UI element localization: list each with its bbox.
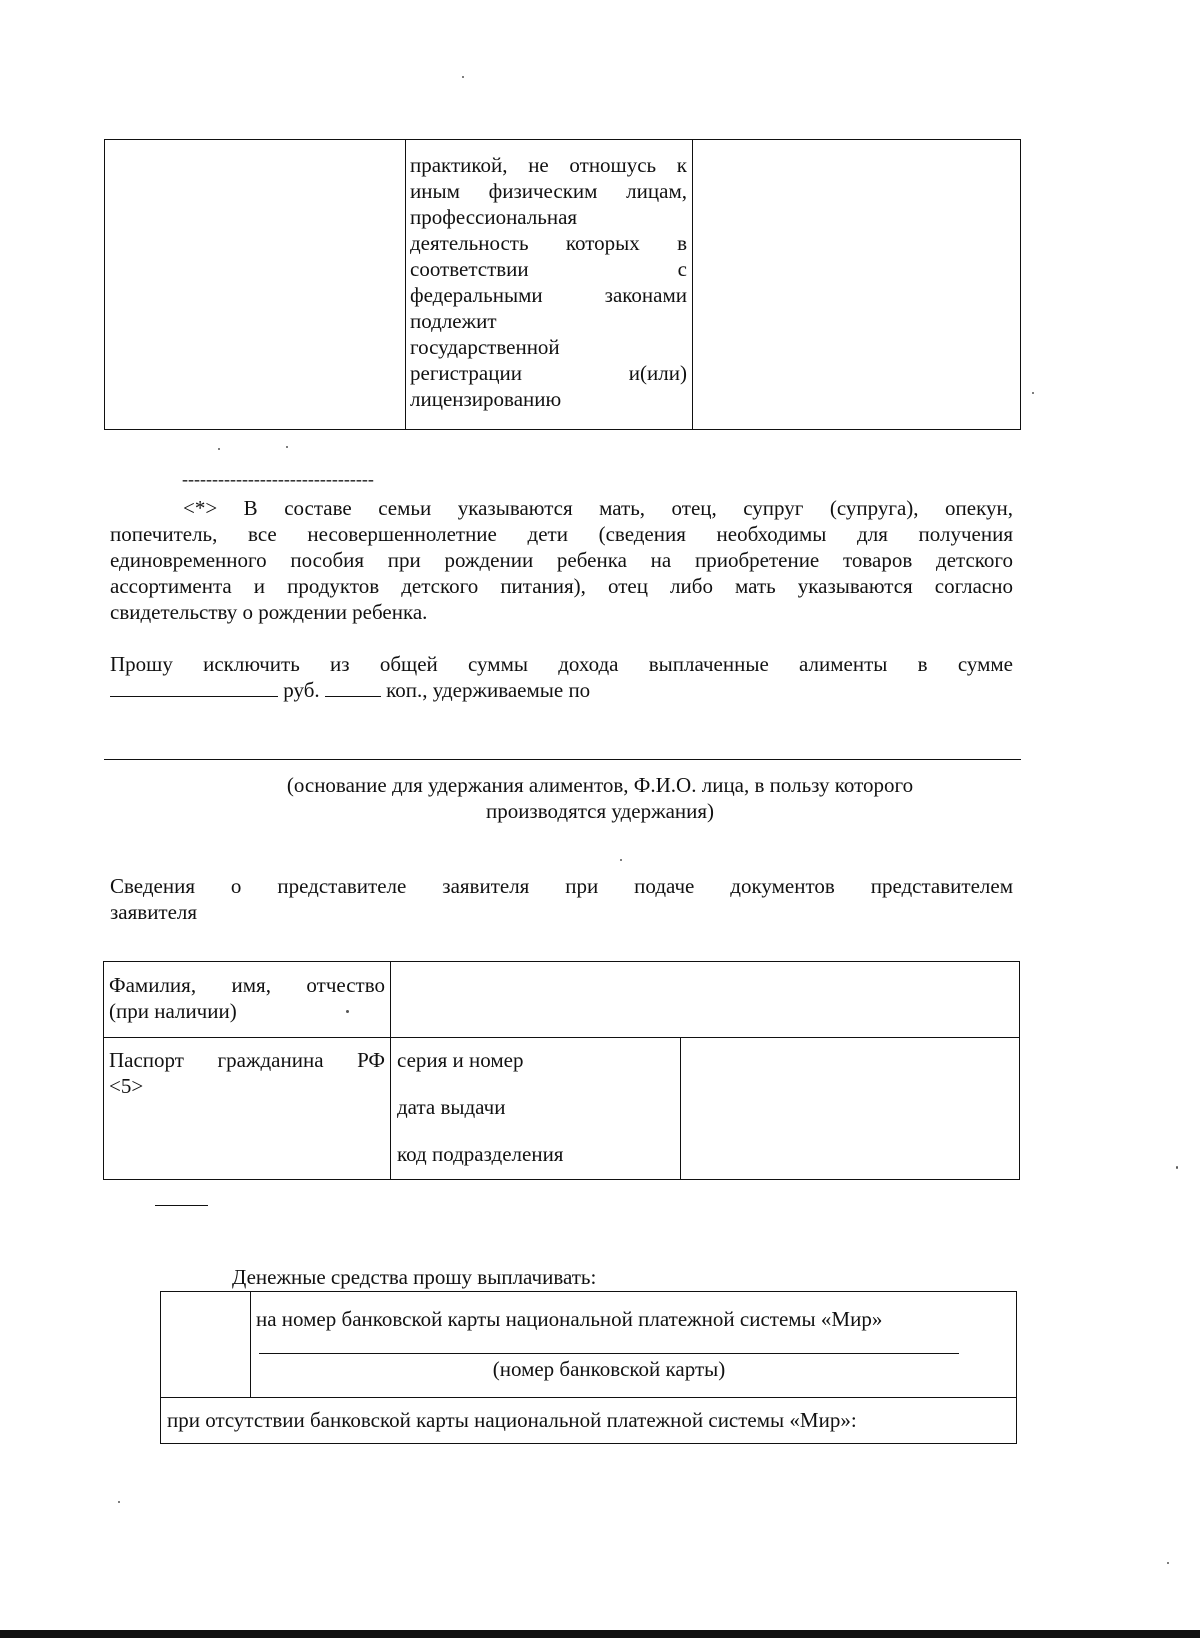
alimony-kop-label: коп., удерживаемые по — [386, 678, 591, 702]
payment-row-card — [161, 1292, 1016, 1398]
representative-intro-line: Сведения о представителе заявителя при подаче документов представителем — [110, 874, 1013, 898]
representative-table — [103, 961, 1020, 1180]
alimony-caption-line: производятся удержания) — [485, 799, 715, 823]
top-cell-line: практикой, не отношусь к — [410, 153, 687, 177]
passport-code-label: код подразделения — [397, 1142, 564, 1166]
no-card-option-label: при отсутствии банковской карты национальной платежной системы «Мир»: — [167, 1408, 857, 1432]
representative-intro — [110, 873, 1013, 925]
short-rule — [155, 1205, 208, 1206]
top-table — [104, 139, 1021, 430]
card-option-checkbox[interactable] — [161, 1292, 251, 1397]
payment-table — [160, 1291, 1017, 1444]
footnote-line: <*> В составе семьи указываются мать, отец, супруг (супруга), опекун, — [183, 496, 1013, 520]
card-option-cell — [250, 1292, 1016, 1397]
card-number-caption: (номер банковской карты) — [492, 1357, 726, 1381]
representative-row-fio — [104, 962, 1019, 1038]
card-option-label: на номер банковской карты национальной платежной системы «Мир» — [256, 1307, 883, 1331]
representative-intro-line: заявителя — [110, 900, 198, 924]
top-table-cell-2 — [405, 140, 693, 429]
top-cell-line: регистрации и(или) — [410, 361, 687, 385]
payment-heading: Денежные средства прошу выплачивать: — [232, 1265, 597, 1289]
alimony-kop-blank[interactable] — [325, 678, 381, 697]
top-table-cell-3 — [693, 140, 1020, 429]
passport-value-cell[interactable] — [681, 1037, 1019, 1179]
passport-label: Паспорт гражданина РФ — [109, 1048, 385, 1072]
top-cell-line: федеральными законами — [410, 283, 687, 307]
footnote-text — [110, 495, 1013, 625]
top-cell-line: государственной — [410, 335, 560, 359]
alimony-rub-label: руб. — [283, 678, 320, 702]
scan-speck — [1167, 1562, 1169, 1564]
fio-value-cell[interactable] — [391, 962, 1019, 1037]
alimony-caption-line: (основание для удержания алиментов, Ф.И.О. лица, в пользу которого — [286, 773, 914, 797]
footnote-line: попечитель, все несовершеннолетние дети (сведения необходимы для получения — [110, 522, 1013, 546]
footnote-separator: -------------------------------- — [182, 469, 374, 489]
scan-speck — [286, 446, 288, 448]
top-cell-line: иным физическим лицам, — [410, 179, 687, 203]
scan-speck — [118, 1501, 120, 1503]
fio-label-cell — [104, 962, 391, 1037]
representative-row-passport — [104, 1037, 1019, 1179]
passport-date-label: дата выдачи — [397, 1095, 506, 1119]
fio-label-sub: (при наличии) — [109, 999, 237, 1023]
passport-footnote-ref: <5> — [109, 1074, 144, 1098]
scan-speck — [462, 76, 464, 78]
footnote-line: свидетельству о рождении ребенка. — [110, 600, 428, 624]
top-cell-line: соответствии с — [410, 257, 687, 281]
scan-bottom-edge — [0, 1630, 1200, 1638]
top-cell-line: лицензированию — [410, 387, 562, 411]
alimony-request — [110, 651, 1013, 703]
passport-series-label: серия и номер — [397, 1048, 524, 1072]
alimony-caption — [215, 772, 985, 824]
top-table-cell-1 — [105, 140, 406, 429]
scan-speck — [1176, 1166, 1178, 1169]
alimony-line-2 — [110, 677, 1013, 703]
passport-label-cell — [104, 1037, 391, 1179]
top-cell-line: деятельность которых в — [410, 231, 687, 255]
footnote-line: ассортимента и продуктов детского питания), отец либо мать указываются согласно — [110, 574, 1013, 598]
footnote-line: единовременного пособия при рождении ребенка на приобретение товаров детского — [110, 548, 1013, 572]
scan-speck — [620, 859, 622, 861]
scan-speck — [218, 448, 220, 450]
scan-speck — [346, 1010, 349, 1013]
top-cell-line: подлежит — [410, 309, 497, 333]
payment-row-no-card — [161, 1397, 1016, 1443]
top-cell-line: профессиональная — [410, 205, 578, 229]
alimony-rub-blank[interactable] — [110, 678, 278, 697]
fio-label: Фамилия, имя, отчество — [109, 973, 385, 997]
scan-speck — [1032, 392, 1034, 394]
alimony-basis-line[interactable] — [104, 759, 1021, 760]
card-number-line[interactable] — [259, 1353, 959, 1354]
passport-fields-cell — [391, 1037, 681, 1179]
alimony-line-1: Прошу исключить из общей суммы дохода выплаченные алименты в сумме — [110, 652, 1013, 676]
